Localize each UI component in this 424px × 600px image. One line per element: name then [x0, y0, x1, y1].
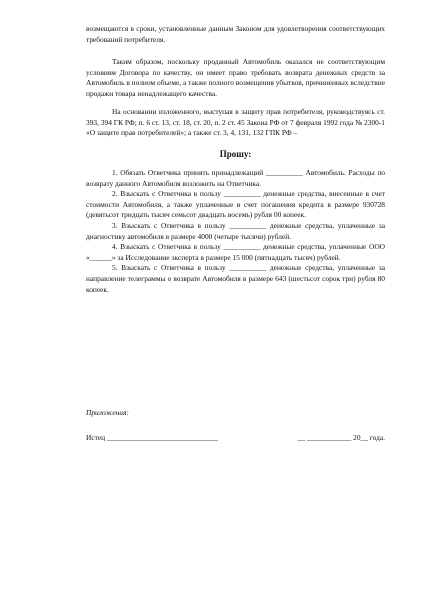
- request-item: 1. Обязать Ответчика принять принадлежащий __________ Автомобиль. Расходы по возврату данного Автомобиля возложить на Ответчика.: [86, 168, 385, 188]
- request-list: [86, 168, 385, 295]
- paragraph-legal-basis: На основании изложенного, выступая в защиту прав потребителя, руководствуясь ст. 393, 394 ГК РФ; п. 6 ст. 13, ст. 18, ст. 20, п. 2 ст. 45 Закона РФ от 7 февраля 1992 года № 2300-1 «О защите прав потребителей»; а также ст. 3, 4, 131, 132 ГПК РФ –: [86, 107, 385, 138]
- request-item: 3. Взыскать с Ответчика в пользу __________ денежные средства, уплаченные за диагностику автомобиля в размере 4000 (четыре тысячи) рублей.: [86, 220, 385, 241]
- request-item: 4. Взыскать с Ответчика в пользу __________ денежные средства, уплаченные ООО «______» за Исследование эксперта в размере 15 000 (пятнадцать тысяч) рублей.: [86, 242, 385, 262]
- paragraph-conclusion: Таким образом, поскольку проданный Автомобиль оказался не соответствующим условиям Договора по качеству, он имеет право требовать возврата денежных средств за Автомобиль в полном объеме, а также полного возмещения убытков, причиненных вследствие продажи товара ненадлежащего качества.: [86, 57, 385, 98]
- request-item: 2. Взыскать с Ответчика в пользу __________ денежные средства, внесенные в счет стоимости Автомобиля, а также уплаченные в счет погашения кредита в размере 930728 (девятьсот тридцать тысяч семьсот двадцать восемь) рубля 00 копеек.: [86, 189, 385, 220]
- signature-date: __ ____________ 20__ года.: [297, 433, 385, 442]
- request-heading: Прошу:: [219, 149, 252, 159]
- plaintiff-signature: Истец ______________________________: [86, 433, 218, 442]
- request-item: 5. Взыскать с Ответчика в пользу __________ денежные средства, уплаченные за направление телеграммы о возврате Автомобиля в размере 643 (шестьсот сорок три) рубля 80 копеек.: [86, 263, 385, 294]
- appendix-label: Приложения:: [86, 408, 129, 417]
- paragraph-intro: возмещаются в сроки, установленные данным Законом для удовлетворения соответствующих требований потребителя.: [86, 24, 385, 44]
